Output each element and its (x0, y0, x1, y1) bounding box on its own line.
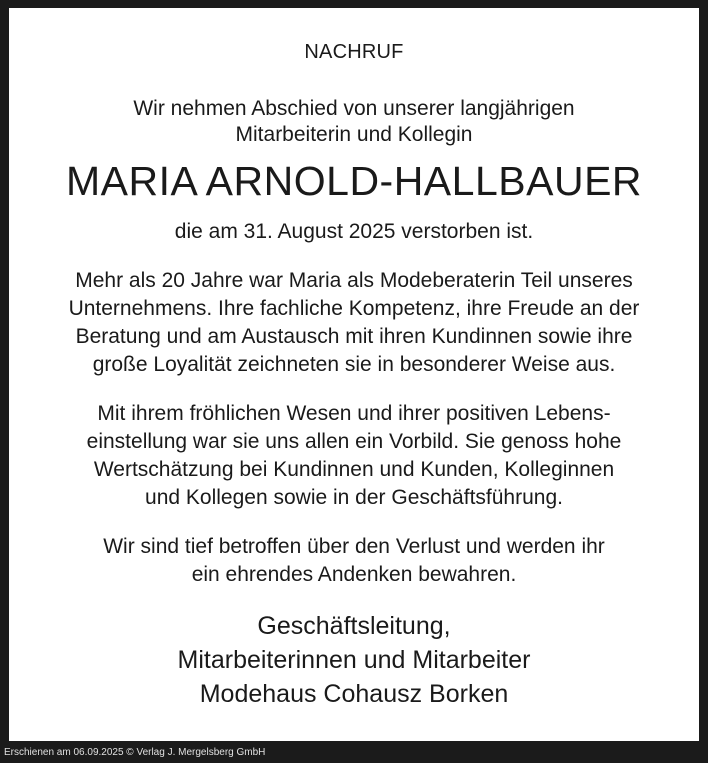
paragraph-3-line-1: Wir sind tief betroffen über den Verlust und werden ihr (103, 535, 605, 558)
signature-line-1: Geschäftsleitung, (257, 612, 451, 640)
paragraph-3-line-2: ein ehrendes Andenken bewahren. (191, 563, 517, 586)
intro-line-2: Mitarbeiterin und Kollegin (235, 123, 473, 146)
notice-heading: NACHRUF (304, 41, 404, 63)
paragraph-1-line-3: Beratung und am Austausch mit ihren Kundinnen sowie ihre (75, 325, 633, 348)
paragraph-2-line-4: und Kollegen sowie in der Geschäftsführung. (145, 486, 563, 509)
paragraph-2-line-1: Mit ihrem fröhlichen Wesen und ihrer positiven Lebens- (97, 402, 611, 425)
paragraph-2-line-2: einstellung war sie uns allen ein Vorbild. Sie genoss hohe (86, 430, 622, 453)
deceased-name: MARIA ARNOLD-HALLBAUER (65, 158, 643, 204)
paragraph-1-line-2: Unternehmens. Ihre fachliche Kompetenz, ihre Freude an der (68, 297, 640, 320)
obituary-notice (9, 8, 699, 741)
publication-footer: Erschienen am 06.09.2025 © Verlag J. Mergelsberg GmbH (4, 747, 266, 758)
paragraph-1-line-1: Mehr als 20 Jahre war Maria als Modeberaterin Teil unseres (75, 269, 633, 292)
paragraph-1-line-4: große Loyalität zeichneten sie in besonderer Weise aus. (92, 353, 616, 376)
paragraph-2-line-3: Wertschätzung bei Kundinnen und Kunden, Kolleginnen (93, 458, 615, 481)
intro-line-1: Wir nehmen Abschied von unserer langjährigen (133, 97, 575, 120)
death-date-line: die am 31. August 2025 verstorben ist. (174, 220, 534, 243)
signature-line-2: Mitarbeiterinnen und Mitarbeiter (177, 646, 531, 674)
signature-line-3: Modehaus Cohausz Borken (199, 680, 509, 708)
